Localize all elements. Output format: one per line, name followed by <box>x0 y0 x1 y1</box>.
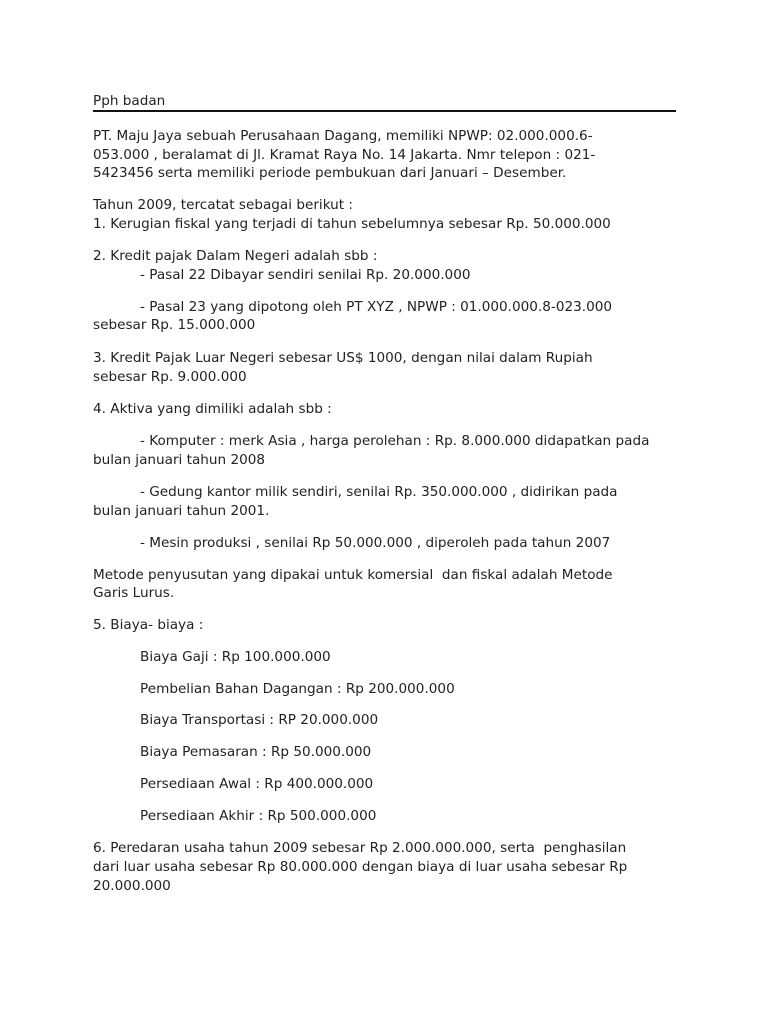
intro-line: 5423456 serta memiliki periode pembukuan dari Januari – Desember. <box>93 165 567 181</box>
cost-item: Biaya Gaji : Rp 100.000.000 <box>140 649 331 665</box>
item-6: dari luar usaha sebesar Rp 80.000.000 dengan biaya di luar usaha sebesar Rp <box>93 859 628 875</box>
document-title: Pph badan <box>93 93 166 109</box>
item-3: 3. Kredit Pajak Luar Negeri sebesar US$ 1000, dengan nilai dalam Rupiah <box>93 350 593 366</box>
item-5-heading: 5. Biaya- biaya : <box>93 617 204 633</box>
item-4-gedung: - Gedung kantor milik sendiri, senilai Rp. 350.000.000 , didirikan pada <box>140 484 618 500</box>
cost-item: Biaya Transportasi : RP 20.000.000 <box>140 712 379 728</box>
item-6: 20.000.000 <box>93 878 171 894</box>
item-1: 1. Kerugian fiskal yang terjadi di tahun sebelumnya sebesar Rp. 50.000.000 <box>93 216 611 232</box>
item-4-gedung: bulan januari tahun 2001. <box>93 503 270 519</box>
item-3: sebesar Rp. 9.000.000 <box>93 369 247 385</box>
cost-item: Pembelian Bahan Dagangan : Rp 200.000.000 <box>140 681 455 697</box>
item-2-heading: 2. Kredit pajak Dalam Negeri adalah sbb : <box>93 248 378 264</box>
item-4-komputer: bulan januari tahun 2008 <box>93 452 266 468</box>
item-2-pasal22: - Pasal 22 Dibayar sendiri senilai Rp. 20.000.000 <box>140 267 471 283</box>
item-4-komputer: - Komputer : merk Asia , harga perolehan : Rp. 8.000.000 didapatkan pada <box>140 433 650 449</box>
cost-item: Persediaan Awal : Rp 400.000.000 <box>140 776 374 792</box>
item-4-mesin: - Mesin produksi , senilai Rp 50.000.000 , diperoleh pada tahun 2007 <box>140 535 611 551</box>
item-6: 6. Peredaran usaha tahun 2009 sebesar Rp 2.000.000.000, serta penghasilan <box>93 840 627 856</box>
cost-item: Biaya Pemasaran : Rp 50.000.000 <box>140 744 372 760</box>
item-2-pasal23: sebesar Rp. 15.000.000 <box>93 317 256 333</box>
intro-line: PT. Maju Jaya sebuah Perusahaan Dagang, memiliki NPWP: 02.000.000.6- <box>93 128 593 144</box>
title-underline <box>93 110 676 112</box>
item-2-pasal23: - Pasal 23 yang dipotong oleh PT XYZ , NPWP : 01.000.000.8-023.000 <box>140 299 613 315</box>
depreciation-method: Metode penyusutan yang dipakai untuk komersial dan fiskal adalah Metode <box>93 567 613 583</box>
intro-line: 053.000 , beralamat di Jl. Kramat Raya No. 14 Jakarta. Nmr telepon : 021- <box>93 147 596 163</box>
cost-item: Persediaan Akhir : Rp 500.000.000 <box>140 808 377 824</box>
year-intro: Tahun 2009, tercatat sebagai berikut : <box>93 197 354 213</box>
depreciation-method: Garis Lurus. <box>93 585 175 601</box>
item-4-heading: 4. Aktiva yang dimiliki adalah sbb : <box>93 401 332 417</box>
